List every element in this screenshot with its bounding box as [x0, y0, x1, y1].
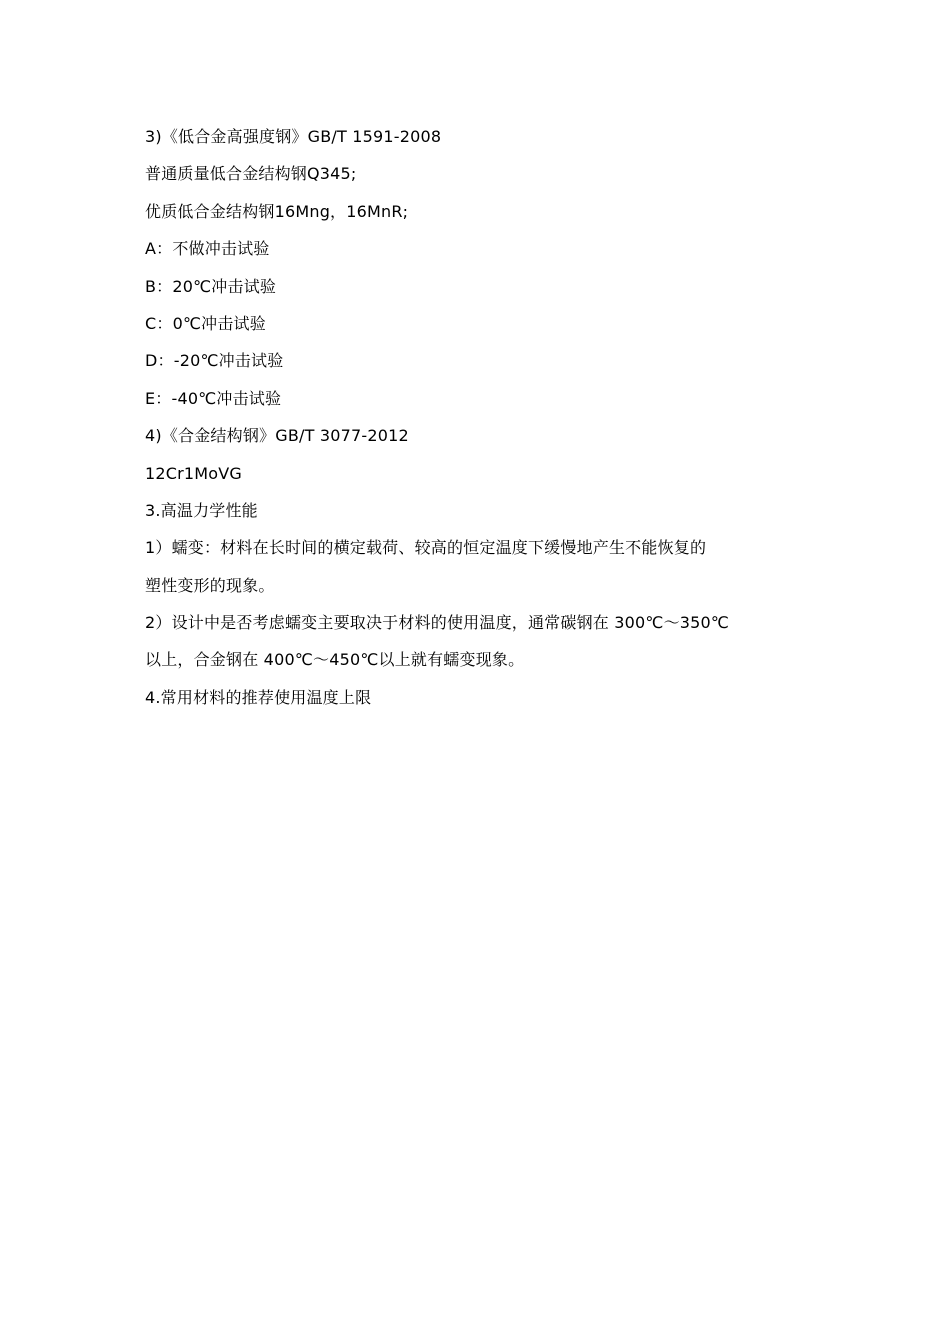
section-high-temp-heading: 3.高温力学性能 [145, 500, 258, 520]
creep-definition-line-1: 1）蠕变：材料在长时间的横定载荷、较高的恒定温度下缓慢地产生不能恢复的 [145, 538, 707, 558]
grade-b-line: B：20℃冲击试验 [145, 276, 277, 296]
section-temperature-limit-heading: 4.常用材料的推荐使用温度上限 [145, 687, 372, 707]
ordinary-quality-steel-line: 普通质量低合金结构钢Q345; [145, 164, 357, 184]
grade-e-line: E：-40℃冲击试验 [145, 388, 282, 408]
steel-grade-line: 12Cr1MoVG [145, 463, 243, 483]
creep-definition-paragraph [145, 529, 815, 604]
grade-a-line: A：不做冲击试验 [145, 239, 270, 259]
standard-low-alloy-heading: 3)《低合金高强度钢》GB/T 1591-2008 [145, 127, 442, 146]
high-quality-steel-line: 优质低合金结构钢16Mng，16MnR; [145, 201, 409, 221]
grade-d-line: D：-20℃冲击试验 [145, 351, 284, 371]
creep-consideration-line-1: 2）设计中是否考虑蠕变主要取决于材料的使用温度，通常碳钢在 300℃～350℃ [145, 613, 730, 633]
creep-consideration-paragraph [145, 604, 815, 679]
document-body [145, 118, 815, 716]
creep-definition-line-2: 塑性变形的现象。 [145, 575, 275, 595]
standard-alloy-structural-heading: 4)《合金结构钢》GB/T 3077-2012 [145, 426, 409, 446]
grade-c-line: C：0℃冲击试验 [145, 313, 266, 333]
creep-consideration-line-2: 以上，合金钢在 400℃～450℃以上就有蠕变现象。 [145, 650, 525, 670]
